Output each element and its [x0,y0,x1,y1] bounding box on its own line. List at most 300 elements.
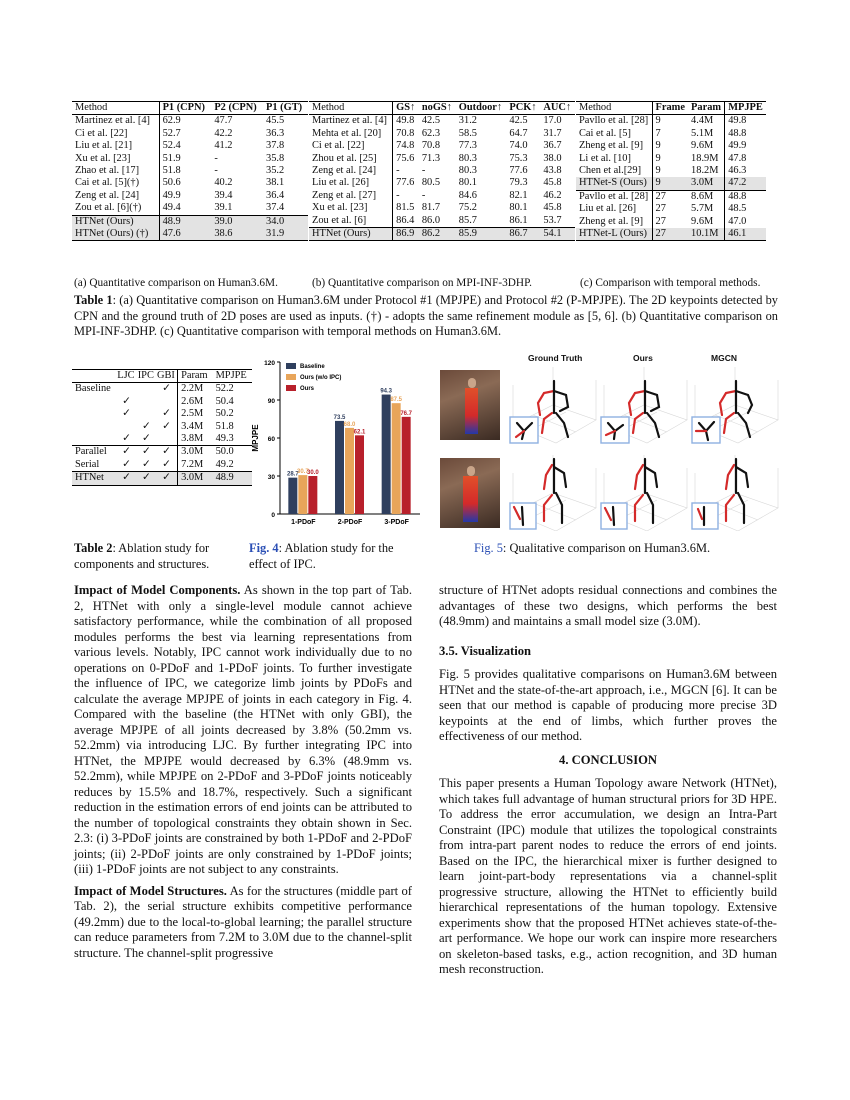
value-cell: 48.5 [725,203,766,215]
value-cell: 9 [652,115,688,128]
value-cell: 85.7 [458,214,477,226]
col-header: LJC [117,370,135,381]
fig4-bar-chart [248,352,430,532]
value-cell: 48.8 [725,128,766,140]
method-cell: Xu et al. [23] [312,202,368,214]
paragraph-title: Impact of Model Components. [74,583,241,597]
paragraph-structures [74,884,412,962]
skeleton-right-side [544,465,552,521]
value-cell: 38.6 [211,228,263,241]
check-cell: ✓ [162,383,171,395]
value-cell: 47.7 [214,115,233,127]
y-tick-label: 120 [264,360,275,367]
value-cell: 74.8 [393,140,419,152]
table-row [576,115,766,128]
value-cell: 27 [652,203,688,215]
value-cell: 70.8 [393,128,419,140]
fig5-caption-text: : Qualitative comparison on Human3.6M. [502,541,711,555]
value-cell: 35.8 [266,152,285,164]
table-2-caption [74,541,244,572]
value-cell: 2.5M [178,408,213,420]
value-cell: 81.7 [421,202,441,214]
value-cell: 46.1 [725,228,766,241]
method-cell: Xu et al. [23] [75,152,131,164]
check-cell [116,421,136,433]
table-row [72,165,308,177]
table-1-caption [74,293,778,340]
value-cell: 49.8 [393,115,419,128]
col-header: P2 (CPN) [214,102,257,113]
method-cell: Mehta et al. [20] [312,127,382,139]
value-cell: 37.8 [266,140,285,152]
col-header: Method [579,102,612,113]
col-header: noGS↑ [421,102,452,113]
table-row [72,408,252,420]
check-cell [137,396,156,408]
y-tick-label: 0 [271,512,275,519]
fig5-label: Fig. 5 [474,541,503,555]
value-cell: 18.9M [691,152,719,164]
value-cell: 9 [652,153,688,165]
col-header: Param [178,370,213,383]
value-cell: 86.7 [506,228,540,241]
legend-label: Baseline [300,364,325,370]
table-row [72,215,308,228]
skeleton-right-side [726,465,734,521]
value-cell: 34.0 [263,215,308,228]
method-cell: Zou et al. [6](†) [75,202,142,214]
bar-ours-w-o-ipc- [345,428,354,514]
value-cell: 52.4 [159,140,211,152]
col-header: Method [75,102,108,113]
method-cell: Cai et al. [5] [579,127,631,139]
value-cell: 47.2 [725,177,766,190]
table-row [72,140,308,152]
method-cell [72,408,116,420]
value-cell: 85.9 [456,228,507,241]
value-cell: 86.9 [393,228,419,241]
value-cell: 9.6M [691,215,714,227]
value-cell: 41.2 [214,140,233,152]
table-row [309,165,575,177]
value-cell: 52.2 [215,383,234,395]
bar-value-label: 62.1 [353,429,366,436]
col-header: Method [312,102,345,113]
col-header: P1 (GT) [266,102,303,113]
value-cell: 31.9 [263,228,308,241]
value-cell: 80.5 [421,177,441,189]
value-cell: 45.8 [543,177,562,189]
input-photo [440,370,500,440]
value-cell: 27 [652,216,688,228]
value-cell: 82.1 [509,189,528,201]
table-1-label: Table 1 [74,293,113,307]
value-cell: 42.2 [214,127,233,139]
method-cell: HTNet (Ours) (†) [72,228,159,241]
value-cell: 3.4M [178,421,213,433]
bar-value-label: 87.5 [390,397,403,404]
table-row [72,421,252,433]
value-cell: 7.2M [178,459,213,472]
value-cell: 7 [652,128,688,140]
method-cell: Liu et al. [21] [75,140,133,152]
value-cell: 5.1M [691,127,714,139]
pose-skeleton-grid [508,365,785,531]
value-cell: 50.4 [215,395,234,407]
value-cell: 80.1 [509,202,528,214]
skeleton-right-side [538,391,554,433]
table-row [576,153,766,165]
value-cell: 50.6 [159,177,211,189]
value-cell: 9 [652,177,688,190]
table-row [576,190,766,203]
legend-swatch [286,385,296,391]
value-cell: 27 [652,228,688,241]
value-cell: - [393,165,419,177]
table-1-caption-text: : (a) Quantitative comparison on Human3.6M under Protocol #1 (MPJPE) and Protocol #2 (P-MPJPE). The 2D keypoints detected by CPN and the ground truth of 2D poses are used as inputs. (†) - adopts the same refinement module as [5, 6]. (b) Quantitative comparison on MPI-INF-3DHP. (c) Quantitative comparison with temporal methods on Human3.6M. [74,293,778,338]
value-cell: 49.2 [215,458,234,470]
value-cell: 43.8 [543,165,562,177]
paragraph-components [74,583,412,878]
table-row [72,383,252,396]
right-column [439,583,777,984]
method-cell: Zheng et al. [9] [579,215,644,227]
value-cell: 49.9 [725,140,766,152]
value-cell: 77.6 [509,165,528,177]
value-cell: 51.8 [159,165,211,177]
value-cell: 47.0 [725,216,766,228]
value-cell: 10.1M [688,228,725,241]
table-row [576,128,766,140]
table-1b [309,101,575,241]
x-tick-label: 3-PDoF [384,519,409,526]
check-cell [137,408,156,420]
fig5-figure [440,353,785,531]
value-cell: 54.1 [540,228,575,241]
bar-ours-w-o-ipc- [392,403,401,514]
table-row [72,446,252,459]
method-cell: Martinez et al. [4] [312,115,388,127]
table-row [309,177,575,189]
value-cell: 71.3 [421,152,441,164]
col-header: Frame [652,102,688,115]
skeleton-left-side [645,381,659,437]
table-row [72,459,252,472]
x-tick-label: 2-PDoF [337,519,363,526]
value-cell: 45.5 [266,115,285,127]
bar-ours [355,435,364,514]
value-cell: 81.5 [393,202,419,214]
bar-baseline [382,395,391,514]
input-photo [440,458,500,528]
value-cell: 51.9 [159,153,211,165]
table-row [72,433,252,446]
paragraph-conclusion: This paper presents a Human Topology aware Network (HTNet), which takes full advantage of human structural priors for 3D HPE. To address the error accumulation, we design an Intra-Part Constraint (IPC) module that utilizes the topological constraints from intra-part parent nodes to reduce the errors of end joints. Based on the IPC, the hierarchical mixer is further designed to learn joint-part-body representations via a channel-split progressive structure, allowing the HTNet to efficiently build hierarchical representations of the human topology. Extensive experiments show that the proposed HTNet achieves state-of-the-art performance. We hope our work can inspire more researchers on skeleton-based tasks, e.g., action recognition, and 3D human mesh reconstruction. [439,776,777,976]
value-cell: 17.0 [543,115,562,127]
table-1a [72,101,308,241]
table-row [72,128,308,140]
bar-ours [308,476,317,514]
method-cell: Chen et al.[29] [579,165,642,177]
table-row [576,228,766,241]
value-cell: 64.7 [509,127,528,139]
value-cell: - [421,189,426,201]
method-cell: Liu et al. [26] [579,203,637,215]
table-row [72,115,308,128]
check-cell: ✓ [141,458,151,470]
value-cell: 47.8 [725,153,766,165]
y-tick-label: 90 [267,398,275,405]
value-cell: 80.3 [458,165,477,177]
y-axis-label: MPJPE [251,424,260,452]
col-header: GS↑ [393,102,419,115]
paragraph-text: As shown in the top part of Tab. 2, HTNet with only a single-level module cannot achieve satisfactory performance, while the combination of all proposed modules performs the best via learning representations from various levels. Notably, IPC cannot work individually due to no operations on 0-PDoF and 1-PDoF joints. To further investigate the influence of IPC, we categorize limb joints by PDoFs and calculate the average MPJPE of joints in each category in Fig. 4. Compared with the baseline (the HTNet with only GBI), the average MPJPE of all joints decreased by 3.8% (50.2mm vs. 52.2mm) via introducing LJC. By further integrating IPC into HTNet, the MPJPE would decreased by 6.3% (48.9mm vs. 52.2mm), while MPJPE on 2-PDoF and 3-PDoF joints noticeably reduces by 15.5% and 18.7%, respectively. Such a significant reduction in the estimation errors of end joints can be attributed to the number of topological constraints they obtain shown in Sec. 2.3: (i) 3-PDoF joints are constrained by both 1-PDoF and 2-PDoF joints; (ii) 2-PDoF joints are only constrained by 1-PDoF joints; (iii) 1-PDoF joints are not subject to any constraints. [74,583,412,876]
check-cell: ✓ [122,395,131,407]
value-cell: 36.7 [543,140,562,152]
value-cell: 2.6M [178,396,213,408]
value-cell: 39.0 [211,215,263,228]
value-cell: 79.3 [509,177,528,189]
value-cell: - [393,190,419,202]
value-cell: 9.6M [691,140,714,152]
value-cell: 53.7 [543,214,562,226]
value-cell: 49.8 [725,115,766,128]
table-row [309,115,575,128]
value-cell: 36.4 [266,189,285,201]
method-cell [72,396,116,408]
fig5-header-gt: Ground Truth [528,353,583,363]
table-row [309,190,575,202]
method-cell: Liu et al. [26] [312,177,370,189]
legend-label: Ours [300,386,315,392]
value-cell: 49.4 [159,202,211,215]
bar-value-label: 68.0 [343,421,356,428]
value-cell: 42.5 [421,115,441,127]
table-row [72,396,252,408]
check-cell: ✓ [141,446,151,458]
value-cell: 47.6 [159,228,211,241]
value-cell: 48.9 [159,215,211,228]
col-header: MPJPE [215,370,247,381]
y-tick-label: 30 [267,474,275,481]
method-cell: Zou et al. [6] [312,214,367,226]
table-row [72,472,252,485]
check-cell: ✓ [156,472,178,485]
check-cell: ✓ [122,408,131,420]
method-cell: Zheng et al. [9] [579,140,644,152]
bar-value-label: 28.7 [286,471,299,478]
method-cell: Zeng et al. [24] [75,189,140,201]
value-cell: 18.2M [691,165,719,177]
table-row [72,153,308,165]
bar-value-label: 76.7 [400,410,413,417]
value-cell: - [421,165,426,177]
value-cell: 9 [652,165,688,177]
method-cell: HTNet-L (Ours) [576,228,652,241]
paragraph-text: As for the structures (middle part of Tab. 2), the serial structure exhibits competitive performance (49.2mm) due to the local-to-global learning; the parallel structure can reduce parameters from 7.2M to 3.0M due to the channel-split structure. The channel-split progressive [74,883,412,960]
bar-value-label: 30.0 [306,470,319,476]
method-cell: Parallel [75,446,107,458]
col-header: AUC↑ [543,102,572,113]
table-row [309,228,575,241]
table-1b-caption: (b) Quantitative comparison on MPI-INF-3DHP. [312,277,532,289]
method-cell: Pavllo et al. [28] [579,190,649,202]
method-cell: Cai et al. [5](†) [75,177,140,189]
fig5-header-mgcn: MGCN [711,353,737,363]
value-cell: 36.3 [266,127,285,139]
table-row [309,128,575,140]
check-cell: ✓ [141,433,151,445]
method-cell: Zeng et al. [27] [312,189,377,201]
left-column [74,583,412,967]
col-header: GBI [156,370,175,381]
value-cell: 4.4M [691,115,714,127]
table-row [309,153,575,165]
value-cell: 51.8 [215,420,234,432]
col-header: Outdoor↑ [458,102,503,113]
value-cell: 49.3 [215,433,234,445]
value-cell: 39.1 [214,202,233,214]
legend-swatch [286,374,296,380]
value-cell: 3.0M [688,177,725,190]
table-row [72,190,308,202]
value-cell: 86.0 [421,214,441,226]
paragraph-visualization: Fig. 5 provides qualitative comparisons on Human3.6M between HTNet and the state-of-the-art approach, i.e., MGCN [6]. It can be seen that our method is capable of producing more precise 3D keypoints at the end of limbs, which further proves the effectiveness of our method. [439,667,777,743]
value-cell: 3.0M [178,472,213,485]
value-cell: 77.3 [458,140,477,152]
value-cell: 50.0 [215,446,234,458]
bar-value-label: 73.5 [333,414,346,421]
method-cell: Pavllo et al. [28] [579,115,649,127]
skeleton-right-side [635,465,643,521]
value-cell: 37.4 [266,202,285,214]
value-cell: 8.6M [691,190,714,202]
check-cell: ✓ [122,458,131,470]
table-2 [72,369,252,486]
value-cell: 38.0 [543,152,562,164]
value-cell: 74.0 [509,140,528,152]
value-cell: 46.3 [725,165,766,177]
value-cell: 49.9 [159,190,211,202]
method-cell: Baseline [75,383,111,395]
value-cell: 3.8M [178,433,213,446]
method-cell: HTNet [72,472,116,485]
method-cell: HTNet (Ours) [309,228,393,241]
paragraph-title: Impact of Model Structures. [74,883,227,898]
col-header: MPJPE [725,102,766,115]
skeleton-right-side [720,391,736,433]
legend-label: Ours (w/o IPC) [300,375,342,381]
value-cell: 50.2 [215,408,234,420]
paragraph-structure-cont: structure of HTNet adopts residual connections and combines the advantages of these two designs, which performs the best (48.9mm) and maintains a small model size (3.0M). [439,583,777,628]
x-tick-label: 1-PDoF [291,519,316,526]
fig4-caption [249,541,424,572]
bar-value-label: 94.3 [380,388,393,395]
col-header: Param [691,102,722,113]
check-cell: ✓ [162,446,171,458]
value-cell: 86.2 [419,228,456,241]
skeleton-right-side [629,391,645,433]
value-cell: 52.7 [159,128,211,140]
bar-ours [402,417,411,514]
section-heading-visualization: 3.5. Visualization [439,643,532,658]
value-cell: 39.4 [214,189,233,201]
fig5-header-ours: Ours [633,353,653,363]
legend-swatch [286,363,296,369]
value-cell: 86.1 [509,214,528,226]
check-cell: ✓ [116,472,136,485]
method-cell: Zeng et al. [24] [312,165,377,177]
check-cell [156,433,178,446]
value-cell: 77.6 [393,177,419,189]
value-cell: 48.9 [213,472,252,485]
table-row [72,228,308,241]
col-header: IPC [137,370,154,381]
value-cell: 70.8 [421,140,441,152]
value-cell: 46.2 [543,189,562,201]
table-1a-caption: (a) Quantitative comparison on Human3.6M. [74,277,278,289]
table-row [576,177,766,190]
table-row [72,177,308,189]
method-cell: Li et al. [10] [579,152,631,164]
value-cell: 80.1 [458,177,477,189]
method-cell: HTNet (Ours) [72,215,159,228]
table-row [309,202,575,214]
fig4-label: Fig. 4 [249,541,279,555]
table-row [576,165,766,177]
method-cell: Serial [75,458,100,470]
method-cell: Martinez et al. [4] [75,115,151,127]
method-cell: Zhao et al. [17] [75,165,140,177]
bar-baseline [335,421,344,514]
bar-value-label: 30.7 [296,469,309,476]
value-cell: 84.6 [458,189,477,201]
value-cell: 45.8 [543,202,562,214]
value-cell: 35.2 [266,165,285,177]
bar-baseline [288,478,297,514]
check-cell: ✓ [141,420,151,432]
value-cell: 3.0M [178,446,213,459]
value-cell: 2.2M [178,383,213,396]
method-cell: HTNet-S (Ours) [576,177,652,190]
table-2-caption-text: : Ablation study for components and structures. [74,541,210,571]
value-cell: - [214,165,218,177]
table-row [576,203,766,215]
value-cell: 38.1 [266,177,285,189]
value-cell: 58.5 [458,127,477,139]
table-1c-caption: (c) Comparison with temporal methods. [580,277,761,289]
value-cell: 40.2 [214,177,233,189]
table-1c [576,101,766,241]
col-header: P1 (CPN) [159,102,211,115]
value-cell: 27 [652,190,688,203]
col-header: PCK↑ [509,102,537,113]
method-cell [72,421,116,433]
skeleton-left-side [554,381,568,437]
fig4-caption-text: : Ablation study for the effect of IPC. [249,541,394,571]
section-heading-conclusion: 4. CONCLUSION [559,752,657,767]
method-cell: Ci et al. [22] [312,140,365,152]
value-cell: 80.3 [458,152,477,164]
table-row [576,216,766,228]
check-cell: ✓ [122,446,131,458]
value-cell: 31.7 [543,127,562,139]
method-cell: Zhou et al. [25] [312,152,377,164]
value-cell: 62.9 [159,115,211,128]
method-cell: Ci et al. [22] [75,127,128,139]
check-cell: ✓ [122,433,131,445]
table-row [576,140,766,152]
